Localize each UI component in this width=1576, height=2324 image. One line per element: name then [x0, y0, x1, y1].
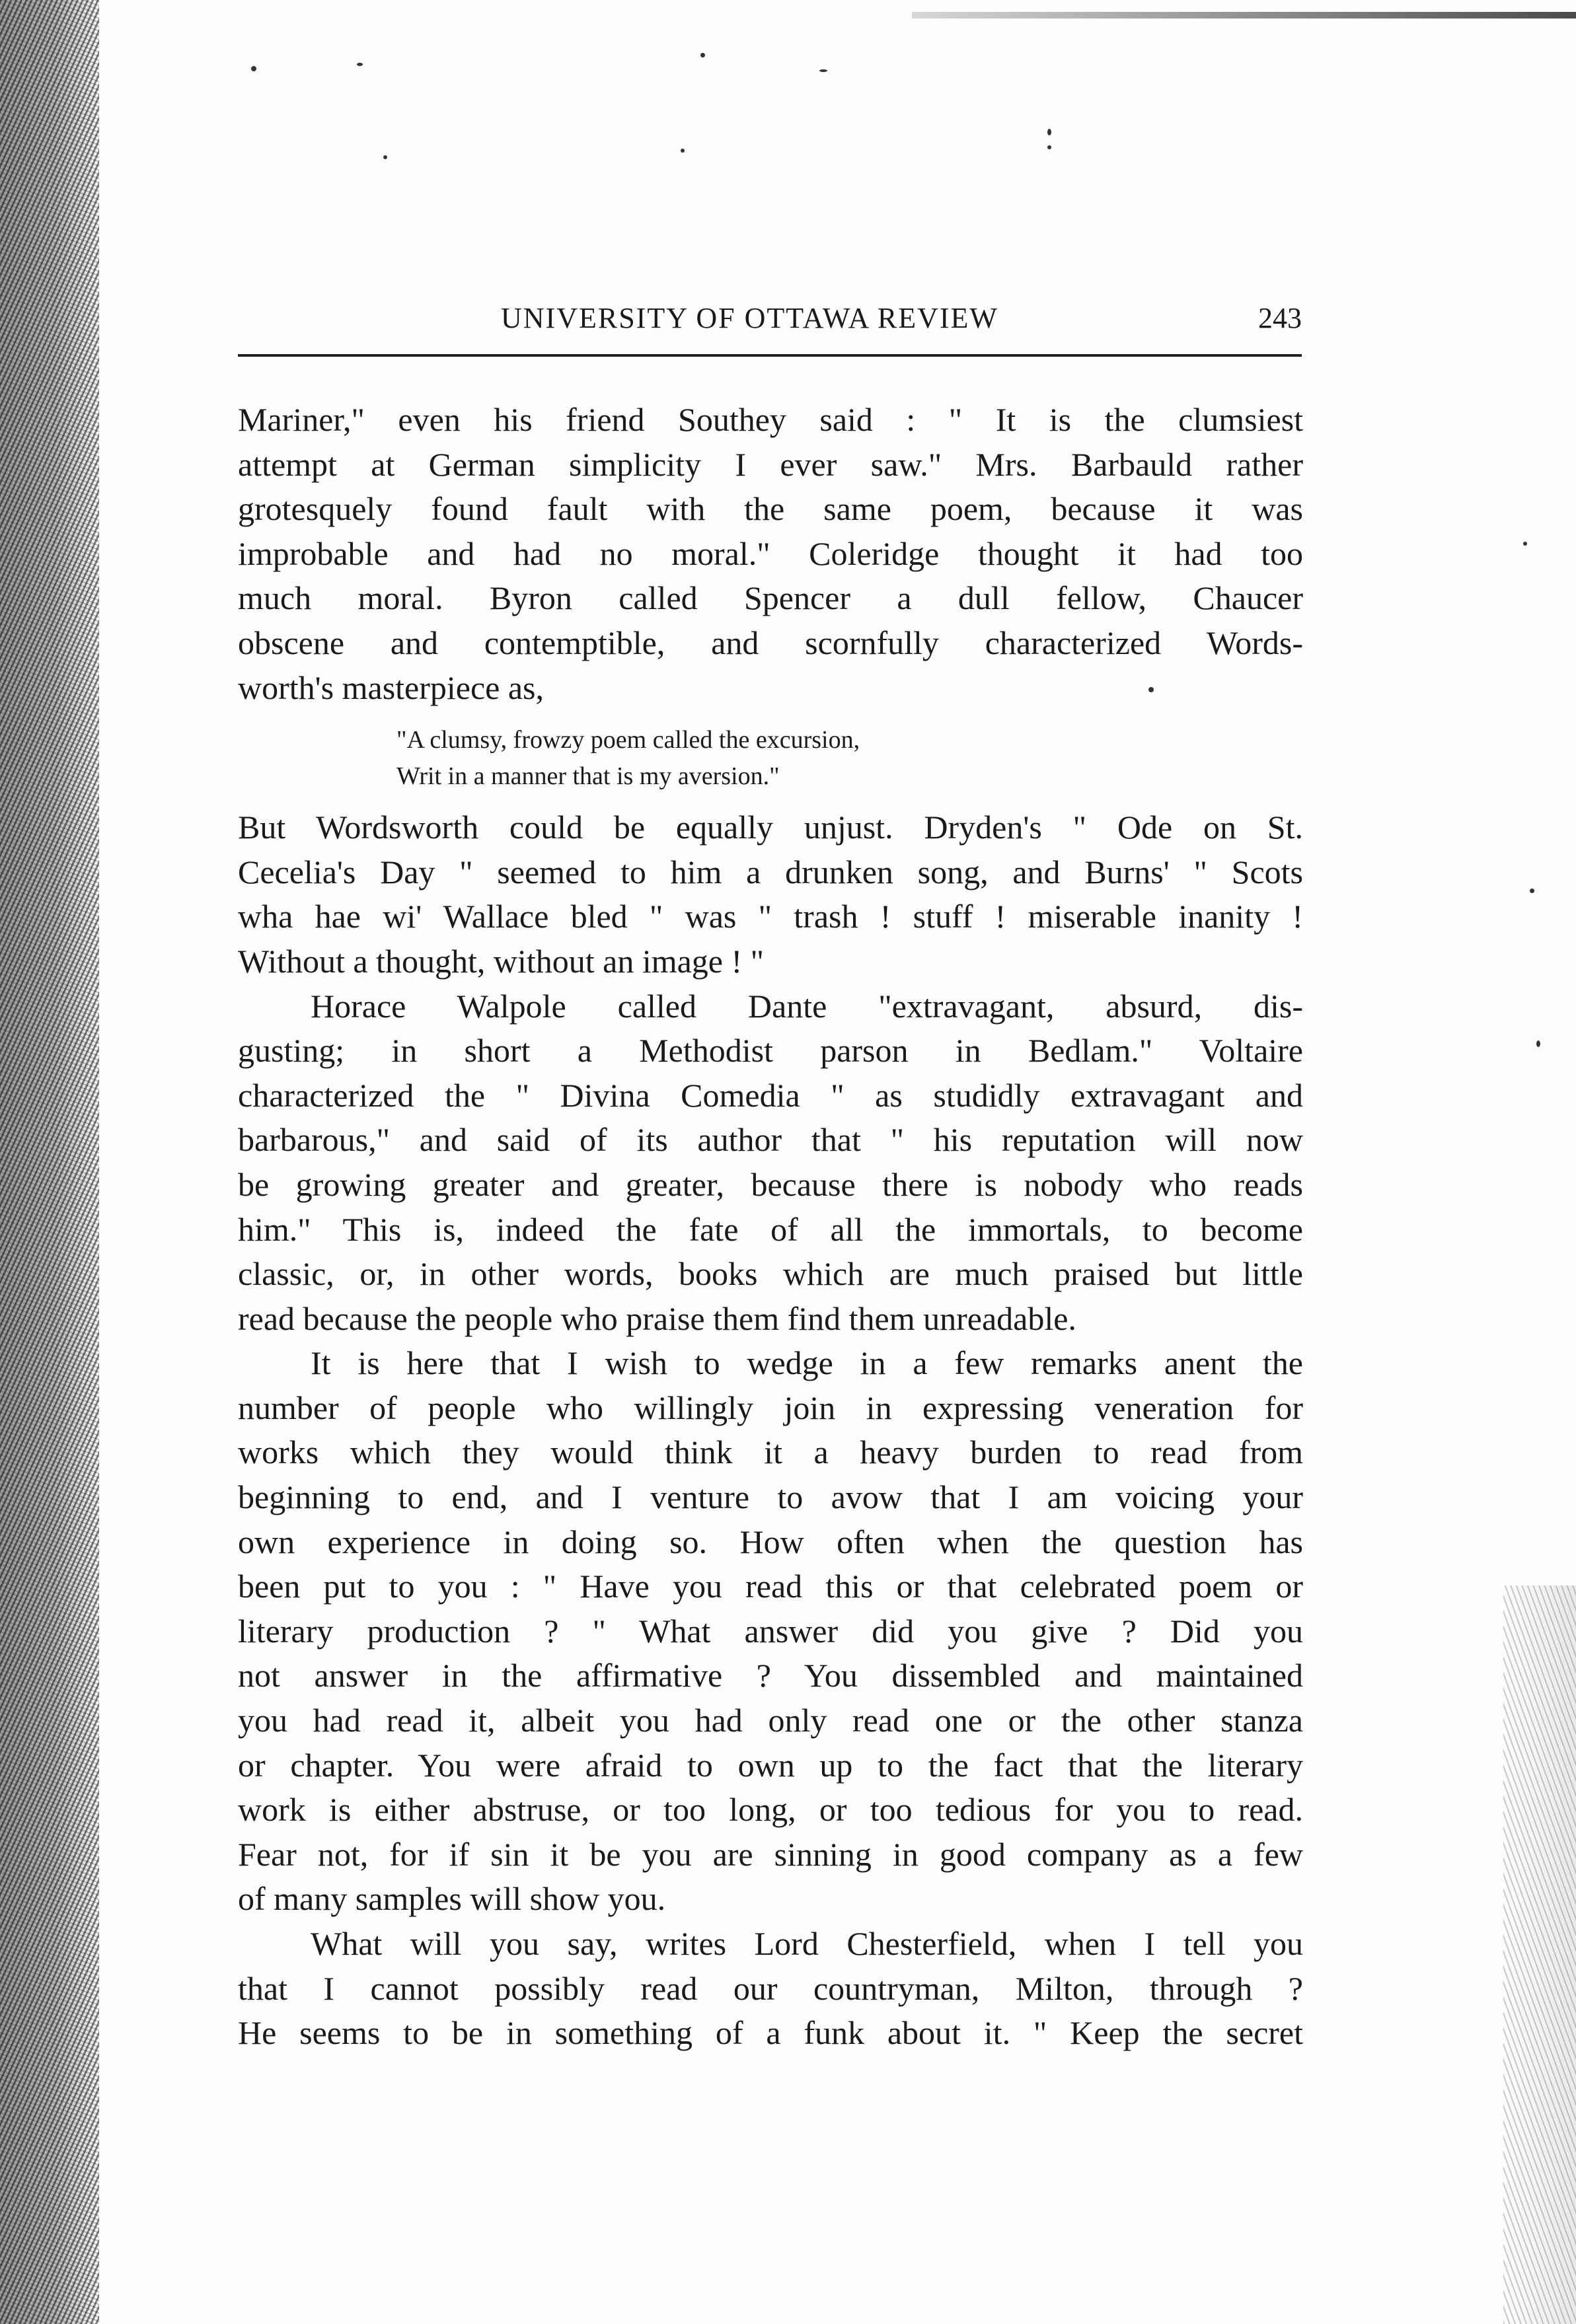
header-rule: [238, 354, 1302, 357]
scan-speck: [1047, 145, 1051, 149]
verse-quotation: [238, 722, 1303, 795]
text-line: attempt at German simplicity I ever saw." Mrs. Barbauld rather: [238, 445, 1303, 483]
text-line: or chapter. You were afraid to own up to the fact that the literary: [238, 1746, 1303, 1784]
text-line: literary production ? " What answer did you give ? Did you: [238, 1612, 1303, 1650]
text-line: own experience in doing so. How often when the question has: [238, 1523, 1303, 1560]
book-binding-edge: [0, 0, 99, 2324]
paragraph-2: [238, 805, 1303, 984]
text-line: work is either abstruse, or too long, or too tedious for you to read.: [238, 1791, 1303, 1829]
body-text: [238, 398, 1303, 2056]
text-line: works which they would think it a heavy burden to read from: [238, 1434, 1303, 1471]
scan-speck: [1530, 889, 1534, 893]
verse-line: Writ in a manner that is my aversion.": [396, 762, 780, 791]
text-line: worth's masterpiece as,: [238, 669, 544, 706]
text-line: Mariner," even his friend Southey said : " It is the clumsiest: [238, 401, 1303, 438]
text-line: Fear not, for if sin it be you are sinning in good company as a few: [238, 1835, 1303, 1873]
scan-speck: [700, 53, 705, 57]
top-page-edge: [912, 12, 1576, 18]
scan-speck: [681, 149, 685, 153]
running-head: UNIVERSITY OF OTTAWA REVIEW: [501, 302, 998, 334]
text-line: you had read it, albeit you had only read one or the other stanza: [238, 1702, 1303, 1739]
text-line: read because the people who praise them find them unreadable.: [238, 1299, 1076, 1337]
scan-speck: [383, 155, 387, 159]
text-line: grotesquely found fault with the same poem, because it was: [238, 490, 1303, 528]
text-line: Cecelia's Day " seemed to him a drunken song, and Burns' " Scots: [238, 853, 1303, 890]
text-line: What will you say, writes Lord Chesterfield, when I tell you: [311, 1925, 1303, 1962]
text-line: characterized the " Divina Comedia " as studidly extravagant and: [238, 1076, 1303, 1114]
paragraph-5: [238, 1922, 1303, 2056]
text-line: It is here that I wish to wedge in a few remarks anent the: [311, 1344, 1303, 1382]
paragraph-4: [238, 1341, 1303, 1922]
text-line: He seems to be in something of a funk about it. " Keep the secret: [238, 2014, 1303, 2052]
text-line: improbable and had no moral." Coleridge thought it had too: [238, 534, 1303, 572]
scan-speck: [1523, 542, 1527, 546]
page-header: [238, 297, 1302, 350]
scan-speck: [1047, 129, 1051, 135]
text-line: Horace Walpole called Dante "extravagant, absurd, dis-: [311, 987, 1303, 1025]
verse-line: "A clumsy, frowzy poem called the excursion,: [396, 726, 860, 754]
text-line: gusting; in short a Methodist parson in Bedlam." Voltaire: [238, 1032, 1303, 1070]
scan-speck: [357, 63, 363, 66]
text-line: him." This is, indeed the fate of all the immortals, to become: [238, 1210, 1303, 1248]
text-line: beginning to end, and I venture to avow that I am voicing your: [238, 1478, 1303, 1516]
text-line: number of people who willingly join in expressing veneration for: [238, 1389, 1303, 1426]
scan-speck: [1536, 1040, 1540, 1047]
text-line: Without a thought, without an image ! ": [238, 942, 765, 980]
text-line: classic, or, in other words, books which are much praised but little: [238, 1255, 1303, 1293]
scan-speck: [251, 66, 256, 71]
text-line: been put to you : " Have you read this or that celebrated poem or: [238, 1568, 1303, 1605]
text-line: that I cannot possibly read our countryman, Milton, through ?: [238, 1969, 1303, 2007]
page-number: 243: [1258, 302, 1302, 334]
text-line: wha hae wi' Wallace bled " was " trash ! stuff ! miserable inanity !: [238, 898, 1303, 935]
text-line: of many samples will show you.: [238, 1880, 666, 1918]
text-line: obscene and contemptible, and scornfully characterized Words-: [238, 624, 1303, 661]
page-edge-shadow: [1503, 1585, 1576, 2324]
paragraph-3: [238, 984, 1303, 1342]
text-line: But Wordsworth could be equally unjust. Dryden's " Ode on St.: [238, 809, 1303, 846]
scan-speck: [819, 69, 827, 72]
text-line: barbarous," and said of its author that " his reputation will now: [238, 1121, 1303, 1159]
text-line: not answer in the affirmative ? You dissembled and maintained: [238, 1657, 1303, 1694]
paragraph-1: [238, 398, 1303, 710]
text-line: much moral. Byron called Spencer a dull fellow, Chaucer: [238, 579, 1303, 617]
text-line: be growing greater and greater, because there is nobody who reads: [238, 1165, 1303, 1203]
